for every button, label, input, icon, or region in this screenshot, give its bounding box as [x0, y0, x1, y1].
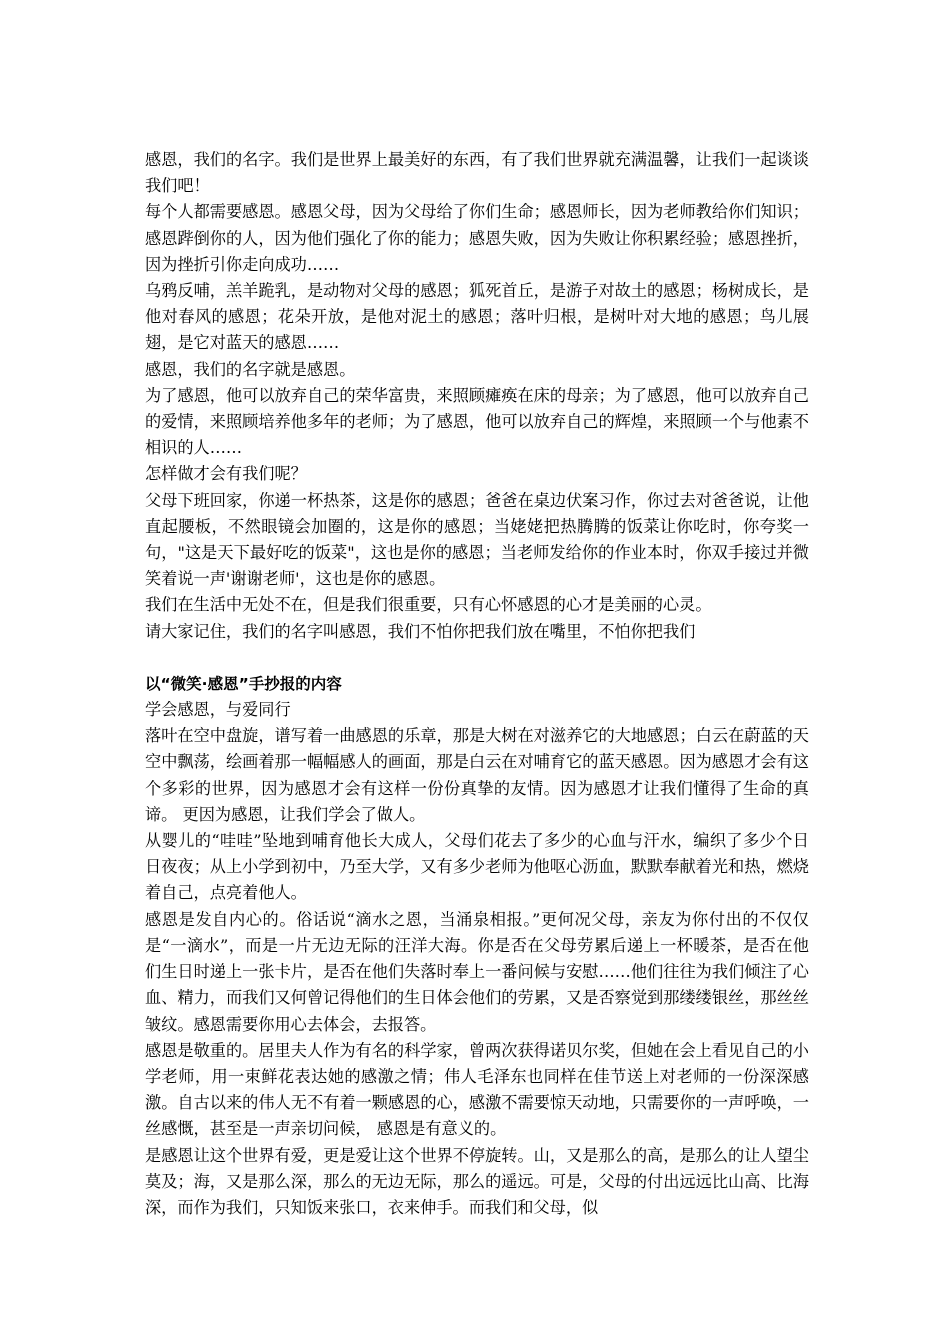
paragraph-everywhere: 我们在生活中无处不在，但是我们很重要，只有心怀感恩的心才是美丽的心灵。: [145, 595, 712, 615]
section-gap: [145, 645, 809, 671]
paragraph-question: 怎样做才会有我们呢？: [145, 464, 307, 484]
section-heading: 以“微笑·感恩”手抄报的内容: [145, 674, 342, 693]
paragraph-nature-gratitude: 乌鸦反哺，羔羊跪乳，是动物对父母的感恩；狐死首丘，是游子对故土的感恩；杨树成长，是他对春风的感恩；花朵开放，是他对泥土的感恩；落叶归根，是树叶对大地的感恩；鸟儿展翅，是它对蓝天的感恩……: [145, 281, 809, 353]
paragraph-from-heart: 感恩是发自内心的。俗话说“滴水之恩，当涌泉相报。”更何况父母，亲友为你付出的不仅仅是“一滴水”，而是一片无边无际的汪洋大海。你是否在父母劳累后递上一杯暖茶，是否在他们生日时递上一张卡片，是否在他们失落时奉上一番问候与安慰……他们往往为我们倾注了心血、精力，而我们又何曾记得他们的生日体会他们的劳累，又是否察觉到那缕缕银丝，那丝丝皱纹。感恩需要你用心去体会，去报答。: [145, 909, 809, 1034]
section-subtitle: 学会感恩，与爱同行: [145, 700, 291, 720]
paragraph-gratitude-list: 每个人都需要感恩。感恩父母，因为父母给了你们生命；感恩师长，因为老师教给你们知识；感恩跸倒你的人，因为他们强化了你的能力；感恩失败，因为失败让你积累经验；感恩挫折，因为挫折引你走向成功……: [145, 202, 809, 274]
paragraph-parents-teachers: 从婴儿的“哇哇”坠地到哺育他长大成人，父母们花去了多少的心血与汗水，编织了多少个日日夜夜；从上小学到初中，乃至大学，又有多少老师为他呕心沥血，默默奉献着光和热，燃烧着自己，点亮着他人。: [145, 831, 809, 903]
paragraph-name: 感恩，我们的名字就是感恩。: [145, 359, 356, 379]
document-page: [145, 147, 809, 1221]
paragraph-world-love: 是感恩让这个世界有爱，更是爱让这个世界不停旋转。山，又是那么的高，是那么的让人望尘莫及；海，又是那么深，那么的无边无际，那么的遥远。可是，父母的付出远远比山高、比海深，而作为我们，只知饭来张口，衣来伸手。而我们和父母，似: [145, 1145, 809, 1217]
paragraph-intro: 感恩，我们的名字。我们是世界上最美好的东西，有了我们世界就充满温馨，让我们一起谈谈我们吧！: [145, 150, 809, 196]
paragraph-respect: 感恩是敬重的。居里夫人作为有名的科学家，曾两次获得诺贝尔奖，但她在会上看见自己的小学老师，用一束鲜花表达她的感激之情；伟人毛泽东也同样在佳节送上对老师的一份深深感激。自古以来的伟人无不有着一颗感恩的心，感激不需要惊天动地，只需要你的一声呼唤，一丝感慨，甚至是一声亲切问候， 感恩是有意义的。: [145, 1040, 809, 1139]
paragraph-leaves: 落叶在空中盘旋，谱写着一曲感恩的乐章，那是大树在对滋养它的大地感恩；白云在蔚蓝的天空中飘荡，绘画着那一幅幅感人的画面，那是白云在对哺育它的蓝天感恩。因为感恩才会有这个多彩的世界，因为感恩才会有这样一份份真挚的友情。因为感恩才让我们懂得了生命的真谛。 更因为感恩，让我们学会了做人。: [145, 726, 809, 824]
paragraph-sacrifice: 为了感恩，他可以放弃自己的荣华富贵，来照顾瘫痪在床的母亲；为了感恩，他可以放弃自己的爱情，来照顾培养他多年的老师；为了感恩，他可以放弃自己的辉煌，来照顾一个与他素不相识的人……: [145, 385, 809, 458]
paragraph-examples: 父母下班回家，你递一杯热茶，这是你的感恩；爸爸在桌边伏案习作，你过去对爸爸说，让他直起腰板，不然眼镜会加圈的，这是你的感恩；当姥姥把热腾腾的饭菜让你吃时，你夸奖一句，"这是天下最好吃的饭菜"，这也是你的感恩；当老师发给你的作业本时，你双手接过并微笑着说一声'谢谢老师'，这也是你的感恩。: [145, 490, 809, 589]
paragraph-remember: 请大家记住，我们的名字叫感恩，我们不怕你把我们放在嘴里，不怕你把我们: [145, 621, 696, 641]
